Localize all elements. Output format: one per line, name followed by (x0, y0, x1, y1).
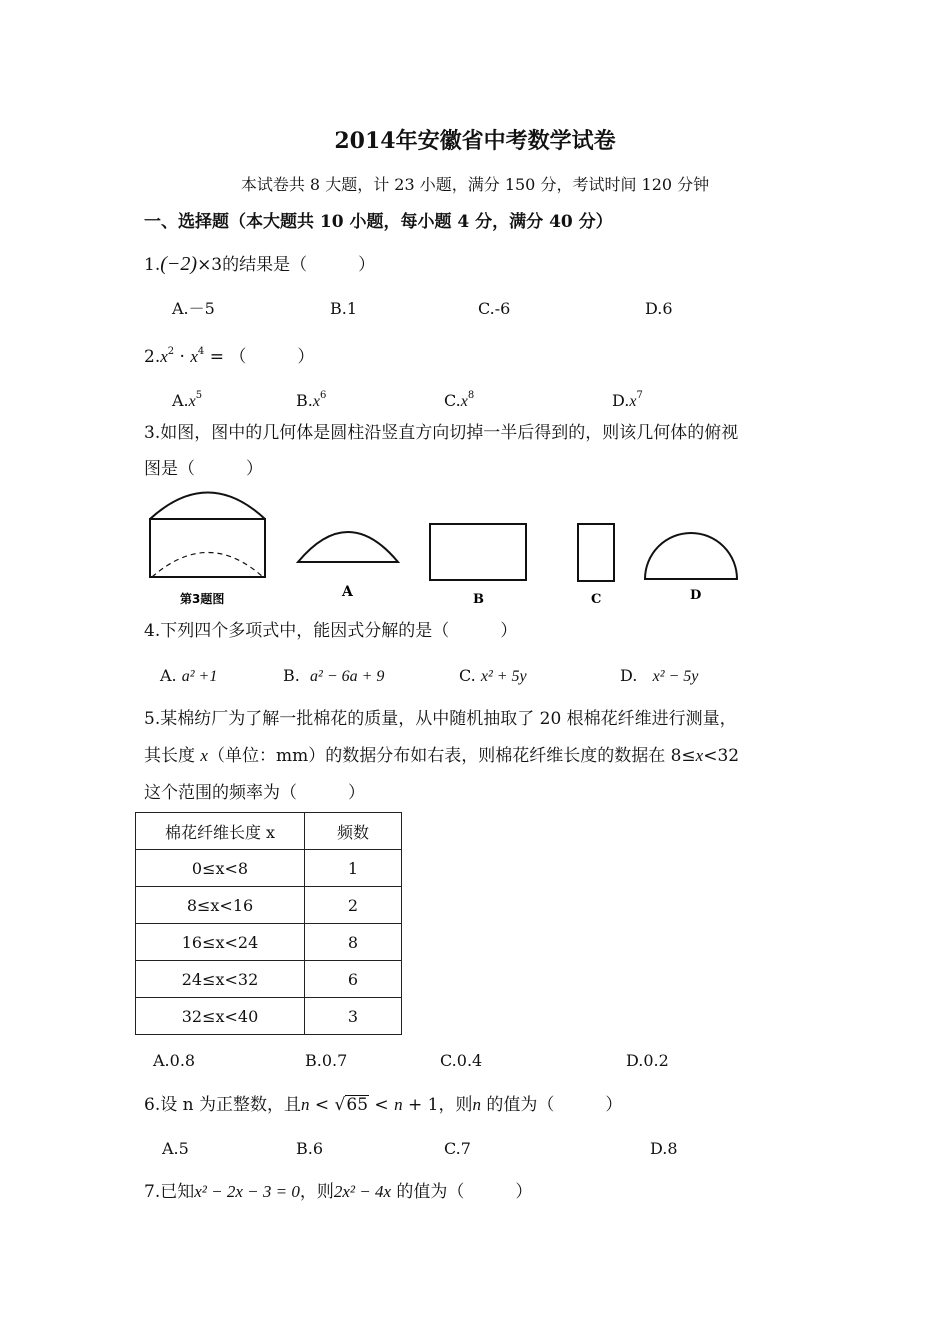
option-a-label: A (342, 584, 353, 600)
question-3-line1: 3.如图，图中的几何体是圆柱沿竖直方向切掉一半后得到的，则该几何体的俯视 (144, 423, 739, 443)
q5-option-a: A.0.8 (153, 1051, 196, 1070)
table-cell: 1 (305, 850, 402, 887)
sqrt-icon: √ (334, 1095, 346, 1115)
q1-number: 1. (144, 255, 161, 275)
q2-number: 2. (144, 347, 161, 367)
q4-option-b: B. a² − 6a + 9 (283, 666, 385, 685)
q1-option-a: A.－5 (172, 299, 215, 318)
q4-option-a: A. a² +1 (160, 666, 218, 685)
question-5-line3: 这个范围的频率为（ ） (144, 783, 365, 803)
option-c-label: C (591, 592, 602, 607)
table-cell: 8≤x<16 (136, 887, 305, 924)
question-2 (144, 341, 314, 368)
q5-option-d: D.0.2 (626, 1051, 669, 1070)
question-3-line2: 图是（ ） (144, 459, 263, 479)
table-cell: 8 (305, 924, 402, 961)
option-c-shape (578, 524, 614, 581)
option-b-label: B (473, 592, 484, 607)
q2-x1: x (160, 347, 168, 366)
q6-option-b: B.6 (296, 1139, 324, 1158)
table-row (136, 850, 402, 887)
table-cell: 24≤x<32 (136, 961, 305, 998)
question-4: 4.下列四个多项式中，能因式分解的是（ ） (144, 621, 518, 641)
question-5-line1: 5.某棉纺厂为了解一批棉花的质量，从中随机抽取了 20 根棉花纤维进行测量， (144, 709, 737, 729)
table-cell: 6 (305, 961, 402, 998)
q4-option-c: C. x² + 5y (459, 666, 527, 685)
q2-text: = （ ） (204, 347, 315, 367)
section-heading: 一、选择题（本大题共 10 小题，每小题 4 分，满分 40 分） (144, 212, 613, 232)
table-cell: 0≤x<8 (136, 850, 305, 887)
option-d-label: D (690, 588, 702, 603)
option-a-shape (298, 532, 398, 562)
q2-x2: x (190, 347, 198, 366)
question-1 (144, 253, 375, 276)
option-b-shape (430, 524, 526, 580)
figure-caption: 第3题图 (180, 592, 225, 606)
question-6: 6.设 n 为正整数，且n < √65 < n + 1，则n 的值为（ ） (144, 1095, 623, 1115)
question-5-line2: 其长度 x（单位：mm）的数据分布如右表，则棉花纤维长度的数据在 8≤x<32 (144, 746, 740, 766)
q1-expr-paren: (−2) (160, 253, 198, 275)
page-title: 2014年安徽省中考数学试卷 (334, 128, 616, 154)
q2-option-d: $D.x^7$ (612, 390, 643, 410)
q6-radicand: 65 (346, 1095, 369, 1115)
q5-option-b: B.0.7 (305, 1051, 348, 1070)
q1-expr-times: ×3 (197, 255, 223, 275)
q7-expression: 2x² − 4x (333, 1182, 392, 1201)
table-cell: 32≤x<40 (136, 998, 305, 1035)
table-cell: 3 (305, 998, 402, 1035)
q3-figure (140, 488, 760, 608)
q1-option-c: C.-6 (478, 299, 511, 318)
table-header-row (136, 813, 402, 850)
table-cell: 16≤x<24 (136, 924, 305, 961)
frequency-table (135, 812, 402, 1035)
q1-text: 的结果是（ ） (222, 255, 376, 275)
q2-option-c: $C.x^8$ (444, 390, 475, 410)
table-row (136, 961, 402, 998)
q6-option-d: D.8 (650, 1139, 678, 1158)
q2-dot: · (174, 347, 191, 367)
option-d-shape (645, 533, 737, 579)
q2-option-b: $B.x^6$ (296, 390, 327, 410)
q4-option-d: D. x² − 5y (620, 666, 699, 685)
table-row (136, 887, 402, 924)
q5-option-c: C.0.4 (440, 1051, 483, 1070)
q2-exp2: 4 (197, 346, 205, 357)
half-cylinder-figure (150, 493, 265, 578)
q6-option-c: C.7 (444, 1139, 471, 1158)
table-cell: 2 (305, 887, 402, 924)
q2-option-a: $A.x^5$ (172, 390, 203, 410)
table-header-cell: 棉花纤维长度 x (136, 813, 305, 850)
q7-equation: x² − 2x − 3 = 0 (194, 1182, 300, 1201)
q1-option-d: D.6 (645, 299, 673, 318)
question-7: 7.已知x² − 2x − 3 = 0，则2x² − 4x 的值为（ ） (144, 1182, 533, 1202)
table-header-cell: 频数 (305, 813, 402, 850)
q2-exp1: 2 (167, 346, 175, 357)
q6-option-a: A.5 (162, 1139, 189, 1158)
table-row (136, 924, 402, 961)
exam-subtitle: 本试卷共 8 大题，计 23 小题，满分 150 分，考试时间 120 分钟 (240, 175, 710, 194)
q1-option-b: B.1 (330, 299, 358, 318)
table-row (136, 998, 402, 1035)
